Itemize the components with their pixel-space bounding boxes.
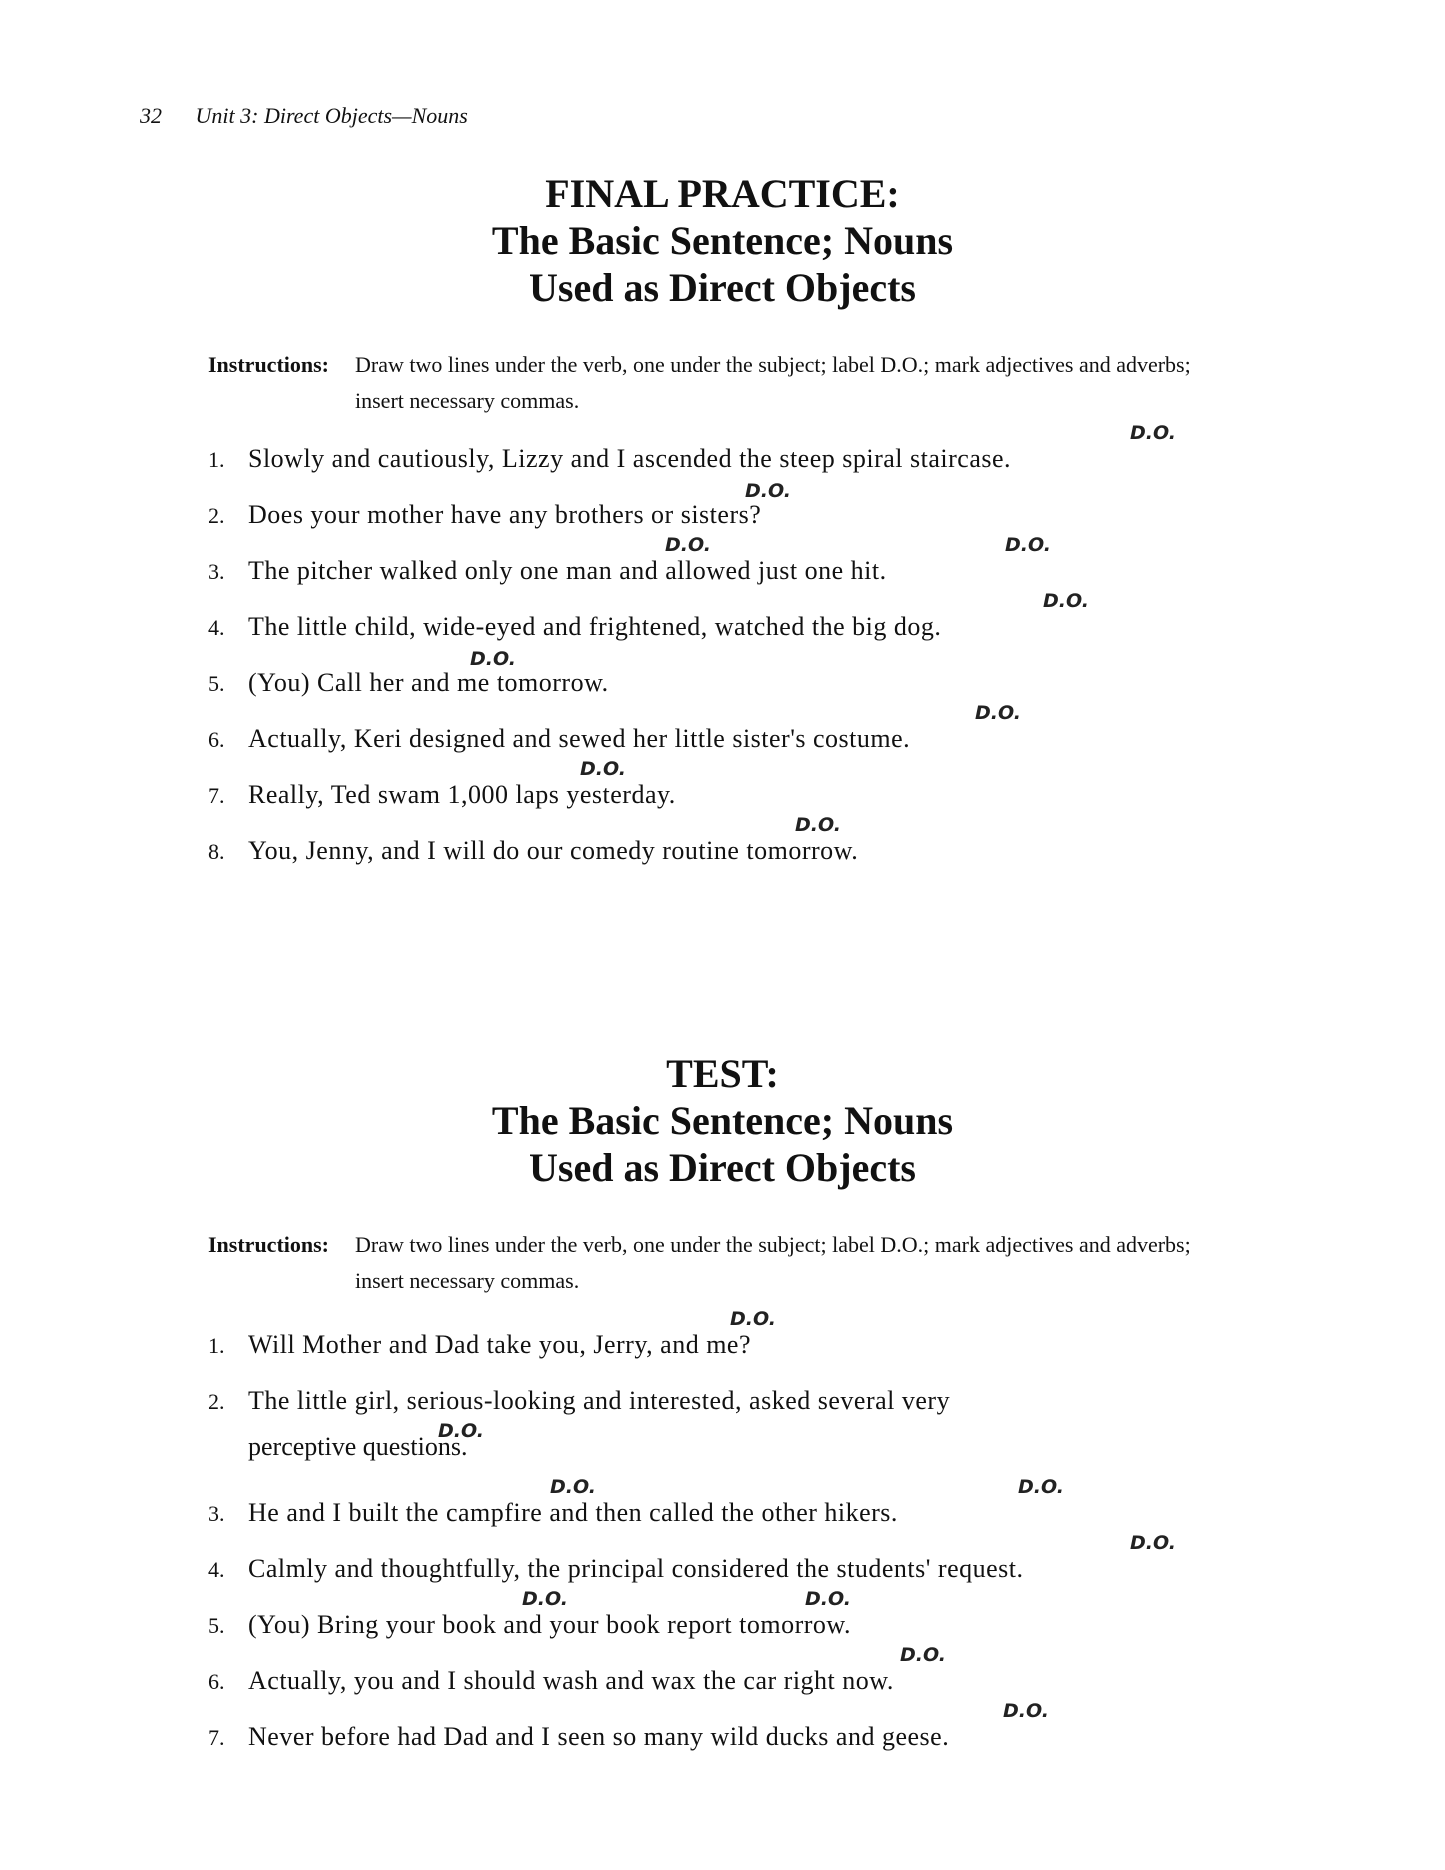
page-header — [140, 103, 468, 129]
sentence-text: (You) Call her and me tomorrow. — [248, 668, 609, 697]
sentence-number: 2. — [208, 503, 225, 528]
title-line: The Basic Sentence; Nouns — [491, 1098, 954, 1143]
sentence-text: Actually, you and I should wash and wax the car right now. — [248, 1666, 894, 1695]
do-label: D.O. — [1130, 422, 1176, 444]
sentence-number: 1. — [208, 1333, 225, 1358]
sentence — [208, 1610, 851, 1640]
sentence-continuation: perceptive questions. — [248, 1432, 468, 1461]
do-label: D.O. — [730, 1308, 776, 1330]
do-label: D.O. — [522, 1588, 568, 1610]
do-label: D.O. — [550, 1476, 596, 1498]
do-label: D.O. — [975, 702, 1021, 724]
sentence-number: 3. — [208, 1501, 225, 1526]
sentence-text: He and I built the campfire and then called the other hikers. — [248, 1498, 898, 1527]
sentence — [208, 556, 887, 586]
sentence-text: (You) Bring your book and your book report tomorrow. — [248, 1610, 852, 1639]
sentence-number: 6. — [208, 727, 225, 752]
do-label: D.O. — [805, 1588, 851, 1610]
do-label: D.O. — [900, 1644, 946, 1666]
do-label: D.O. — [745, 480, 791, 502]
sentence-text: Slowly and cautiously, Lizzy and I ascended the steep spiral staircase. — [248, 444, 1012, 473]
sentence-number: 4. — [208, 615, 225, 640]
do-label: D.O. — [1003, 1700, 1049, 1722]
sentence — [208, 668, 609, 698]
sentence-number: 5. — [208, 671, 225, 696]
title-line: TEST: — [666, 1051, 779, 1096]
do-label: D.O. — [1018, 1476, 1064, 1498]
sentence-text: Will Mother and Dad take you, Jerry, and me? — [248, 1330, 751, 1359]
sentence-number: 5. — [208, 1613, 225, 1638]
do-label: D.O. — [1005, 534, 1051, 556]
sentence — [208, 1666, 894, 1696]
sentence-number: 4. — [208, 1557, 225, 1582]
sentence — [208, 1722, 949, 1752]
do-label: D.O. — [1043, 590, 1089, 612]
sentence-text: Never before had Dad and I seen so many wild ducks and geese. — [248, 1722, 950, 1751]
sentence-text: The little child, wide-eyed and frightened, watched the big dog. — [248, 612, 942, 641]
instructions-text: Draw two lines under the verb, one under the subject; label D.O.; mark adjectives and adverbs; insert necessary commas. — [355, 1232, 1191, 1293]
final-practice-title — [0, 170, 1445, 311]
page-number: 32 — [140, 103, 162, 128]
sentence — [208, 500, 761, 530]
do-label: D.O. — [470, 648, 516, 670]
instructions-label: Instructions: — [208, 352, 330, 377]
do-label: D.O. — [438, 1420, 484, 1442]
sentence — [208, 612, 941, 642]
instructions-text: Draw two lines under the verb, one under the subject; label D.O.; mark adjectives and adverbs; insert necessary commas. — [355, 352, 1191, 413]
do-label: D.O. — [665, 534, 711, 556]
sentence-number: 1. — [208, 447, 225, 472]
test-title — [0, 1050, 1445, 1191]
sentence — [208, 1498, 898, 1528]
sentence-number: 6. — [208, 1669, 225, 1694]
sentence-text: Really, Ted swam 1,000 laps yesterday. — [248, 780, 676, 809]
sentence-number: 7. — [208, 783, 225, 808]
test-instructions — [208, 1227, 1248, 1299]
sentence-text: The little girl, serious-looking and interested, asked several very — [248, 1386, 951, 1415]
sentence-text: You, Jenny, and I will do our comedy routine tomorrow. — [248, 836, 859, 865]
title-line: Used as Direct Objects — [529, 265, 916, 310]
sentence-text: The pitcher walked only one man and allowed just one hit. — [248, 556, 887, 585]
do-label: D.O. — [795, 814, 841, 836]
sentence — [208, 1330, 751, 1360]
title-line: FINAL PRACTICE: — [545, 171, 900, 216]
sentence-number: 2. — [208, 1389, 225, 1414]
final-practice-instructions — [208, 347, 1248, 419]
sentence-number: 8. — [208, 839, 225, 864]
sentence-text: Calmly and thoughtfully, the principal considered the students' request. — [248, 1554, 1024, 1583]
sentence — [208, 836, 858, 866]
sentence — [208, 444, 1011, 474]
title-line: The Basic Sentence; Nouns — [491, 218, 954, 263]
sentence — [208, 1386, 950, 1462]
running-title: Unit 3: Direct Objects—Nouns — [195, 103, 468, 128]
sentence — [208, 724, 910, 754]
do-label: D.O. — [580, 758, 626, 780]
instructions-label: Instructions: — [208, 1232, 330, 1257]
sentence-text: Actually, Keri designed and sewed her little sister's costume. — [248, 724, 911, 753]
final-practice-section — [0, 170, 1445, 419]
do-label: D.O. — [1130, 1532, 1176, 1554]
sentence — [208, 780, 676, 810]
sentence-number: 7. — [208, 1725, 225, 1750]
sentence-number: 3. — [208, 559, 225, 584]
sentence — [208, 1554, 1024, 1584]
sentence-text: Does your mother have any brothers or sisters? — [248, 500, 762, 529]
test-section — [0, 1050, 1445, 1299]
title-line: Used as Direct Objects — [529, 1145, 916, 1190]
